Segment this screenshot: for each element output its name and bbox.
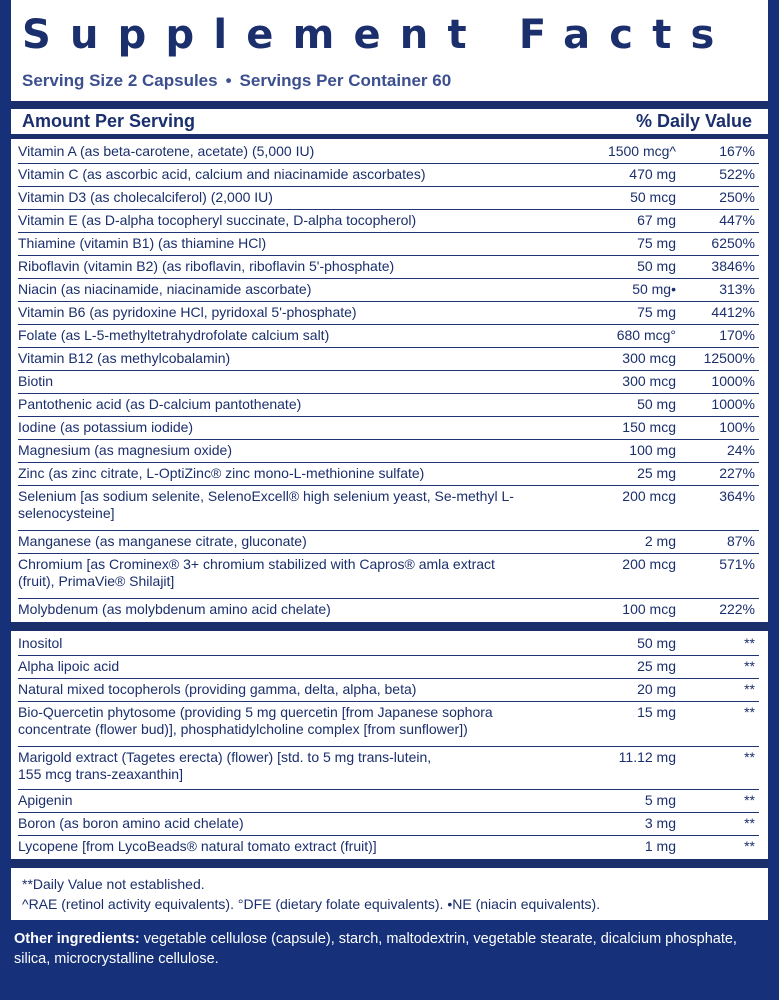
nutrient-name: Folate (as L-5-methyltetrahydrofolate calcium salt) [18, 327, 330, 343]
nutrient-row [18, 187, 759, 210]
nutrient-dv: 222% [719, 601, 755, 617]
ingredient-name: Natural mixed tocopherols (providing gamma, delta, alpha, beta) [18, 681, 417, 697]
nutrient-row [18, 554, 759, 599]
ingredient-amount: 11.12 mg [618, 749, 676, 765]
nutrient-name: Zinc (as zinc citrate, L-OptiZinc® zinc mono-L-methionine sulfate) [18, 465, 425, 481]
nutrient-name: Vitamin A (as beta-carotene, acetate) (5,000 IU) [18, 143, 315, 159]
nutrient-dv: 571% [719, 556, 755, 572]
nutrient-amount: 680 mcg° [616, 327, 676, 343]
nutrient-dv: 364% [719, 488, 755, 504]
nutrient-row [18, 279, 759, 302]
ingredient-row [18, 747, 759, 790]
ingredient-dv: ** [744, 815, 755, 831]
nutrient-name: Biotin [18, 373, 54, 389]
ingredient-row [18, 790, 759, 813]
serving-separator: • [225, 71, 232, 90]
nutrient-dv: 170% [719, 327, 755, 343]
nutrient-dv: 100% [719, 419, 755, 435]
nutrient-name: Magnesium (as magnesium oxide) [18, 442, 232, 458]
nutrient-amount: 300 mcg [622, 350, 676, 366]
ingredient-amount: 1 mg [644, 838, 676, 854]
nutrient-row [18, 394, 759, 417]
nutrient-name: Vitamin C (as ascorbic acid, calcium and niacinamide ascorbates) [18, 166, 426, 182]
ingredient-amount: 15 mg [637, 704, 676, 720]
nutrient-dv: 12500% [703, 350, 755, 366]
nutrient-row [18, 440, 759, 463]
nutrient-dv: 6250% [711, 235, 755, 251]
nutrient-dv: 167% [719, 143, 755, 159]
nutrient-row [18, 531, 759, 554]
ingredient-amount: 20 mg [637, 681, 676, 697]
nutrient-amount: 25 mg [637, 465, 676, 481]
nutrient-name: Chromium [as Crominex® 3+ chromium stabilized with Capros® amla extract (fruit), PrimaVie® Shilajit] [18, 556, 495, 589]
nutrient-dv: 313% [719, 281, 755, 297]
nutrient-amount: 50 mg [637, 258, 676, 274]
nutrient-amount: 50 mg• [632, 281, 676, 297]
thick-divider-bottom [11, 859, 768, 868]
ingredient-dv: ** [744, 658, 755, 674]
amount-header [22, 111, 758, 132]
nutrient-name: Vitamin B6 (as pyridoxine HCl, pyridoxal 5'-phosphate) [18, 304, 357, 320]
other-ingredients-label: Other ingredients: [14, 931, 140, 947]
header-divider [11, 134, 768, 139]
footnote-dv: **Daily Value not established. [22, 876, 205, 892]
nutrient-name: Riboflavin (vitamin B2) (as riboflavin, riboflavin 5'-phosphate) [18, 258, 395, 274]
nutrient-row [18, 233, 759, 256]
nutrient-amount: 75 mg [637, 304, 676, 320]
nutrient-row [18, 256, 759, 279]
ingredient-name: Boron (as boron amino acid chelate) [18, 815, 244, 831]
ingredient-dv: ** [744, 704, 755, 720]
nutrient-name: Vitamin D3 (as cholecalciferol) (2,000 IU) [18, 189, 273, 205]
nutrient-row [18, 348, 759, 371]
nutrient-name: Pantothenic acid (as D-calcium pantothenate) [18, 396, 302, 412]
ingredient-name: Bio-Quercetin phytosome (providing 5 mg quercetin [from Japanese sophora concentrate (flower bud)], phosphatidylcholine complex [from sunflower]) [18, 704, 493, 737]
other-ingredients-text: vegetable cellulose (capsule), starch, maltodextrin, vegetable stearate, dicalcium phosphate, silica, microcrystalline cellulose. [14, 931, 737, 967]
nutrient-row [18, 164, 759, 187]
nutrient-amount: 50 mcg [630, 189, 676, 205]
nutrient-name: Selenium [as sodium selenite, SelenoExcell® high selenium yeast, Se-methyl L-selenocysteine] [18, 488, 514, 521]
nutrient-amount: 470 mg [629, 166, 676, 182]
nutrient-dv: 24% [726, 442, 755, 458]
nutrient-dv: 87% [726, 533, 755, 549]
amount-per-serving-label: Amount Per Serving [22, 111, 196, 131]
ingredient-name: Lycopene [from LycoBeads® natural tomato extract (fruit)] [18, 838, 377, 854]
nutrient-amount: 150 mcg [622, 419, 676, 435]
nutrient-amount: 75 mg [637, 235, 676, 251]
ingredient-name: Apigenin [18, 792, 73, 808]
serving-size: Serving Size 2 Capsules [22, 71, 218, 90]
nutrient-row [18, 417, 759, 440]
nutrient-row [18, 302, 759, 325]
nutrient-name: Niacin (as niacinamide, niacinamide ascorbate) [18, 281, 312, 297]
nutrient-row [18, 210, 759, 233]
footnote-equivalents: ^RAE (retinol activity equivalents). °DFE (dietary folate equivalents). •NE (niacin equivalents). [22, 896, 601, 912]
nutrient-row [18, 325, 759, 348]
ingredient-dv: ** [744, 749, 755, 765]
ingredient-dv: ** [744, 681, 755, 697]
nutrient-name: Vitamin E (as D-alpha tocopheryl succinate, D-alpha tocopherol) [18, 212, 417, 228]
nutrient-dv: 1000% [711, 396, 755, 412]
nutrient-dv: 4412% [711, 304, 755, 320]
ingredient-row [18, 702, 759, 747]
ingredient-row [18, 656, 759, 679]
nutrient-amount: 100 mcg [622, 601, 676, 617]
ingredient-row [18, 633, 759, 656]
nutrient-dv: 522% [719, 166, 755, 182]
ingredient-amount: 25 mg [637, 658, 676, 674]
nutrient-name: Thiamine (vitamin B1) (as thiamine HCl) [18, 235, 267, 251]
ingredient-name: Inositol [18, 635, 63, 651]
nutrient-amount: 1500 mcg^ [607, 143, 676, 159]
ingredient-dv: ** [744, 635, 755, 651]
ingredient-name: Alpha lipoic acid [18, 658, 120, 674]
ingredient-name: Marigold extract (Tagetes erecta) (flower) [std. to 5 mg trans-lutein, 155 mcg trans-zeaxanthin] [18, 749, 432, 782]
daily-value-label: % Daily Value [635, 111, 752, 131]
nutrient-name: Iodine (as potassium iodide) [18, 419, 194, 435]
ingredient-amount: 3 mg [644, 815, 676, 831]
nutrient-row [18, 486, 759, 531]
ingredient-row [18, 679, 759, 702]
nutrient-name: Molybdenum (as molybdenum amino acid chelate) [18, 601, 331, 617]
page-title: Supplement Facts [22, 12, 734, 58]
thick-divider-middle [11, 622, 768, 631]
nutrient-dv: 250% [719, 189, 755, 205]
nutrient-amount: 300 mcg [622, 373, 676, 389]
nutrient-dv: 3846% [711, 258, 755, 274]
ingredient-row [18, 836, 759, 858]
nutrient-row [18, 141, 759, 164]
nutrient-amount: 200 mcg [622, 488, 676, 504]
servings-per-container: Servings Per Container 60 [239, 71, 452, 90]
other-ingredients [14, 929, 774, 969]
nutrient-dv: 447% [719, 212, 755, 228]
thick-divider-top [11, 101, 768, 109]
nutrient-amount: 200 mcg [622, 556, 676, 572]
ingredient-row [18, 813, 759, 836]
ingredient-dv: ** [744, 838, 755, 854]
nutrient-row [18, 599, 759, 621]
nutrient-dv: 227% [719, 465, 755, 481]
ingredient-amount: 50 mg [637, 635, 676, 651]
nutrient-amount: 67 mg [637, 212, 676, 228]
nutrient-name: Manganese (as manganese citrate, gluconate) [18, 533, 307, 549]
nutrient-amount: 2 mg [644, 533, 676, 549]
nutrient-dv: 1000% [711, 373, 755, 389]
ingredient-dv: ** [744, 792, 755, 808]
nutrient-amount: 50 mg [637, 396, 676, 412]
ingredient-amount: 5 mg [644, 792, 676, 808]
nutrient-row [18, 463, 759, 486]
serving-info [22, 71, 451, 91]
nutrient-amount: 100 mg [629, 442, 676, 458]
nutrient-row [18, 371, 759, 394]
nutrient-name: Vitamin B12 (as methylcobalamin) [18, 350, 231, 366]
